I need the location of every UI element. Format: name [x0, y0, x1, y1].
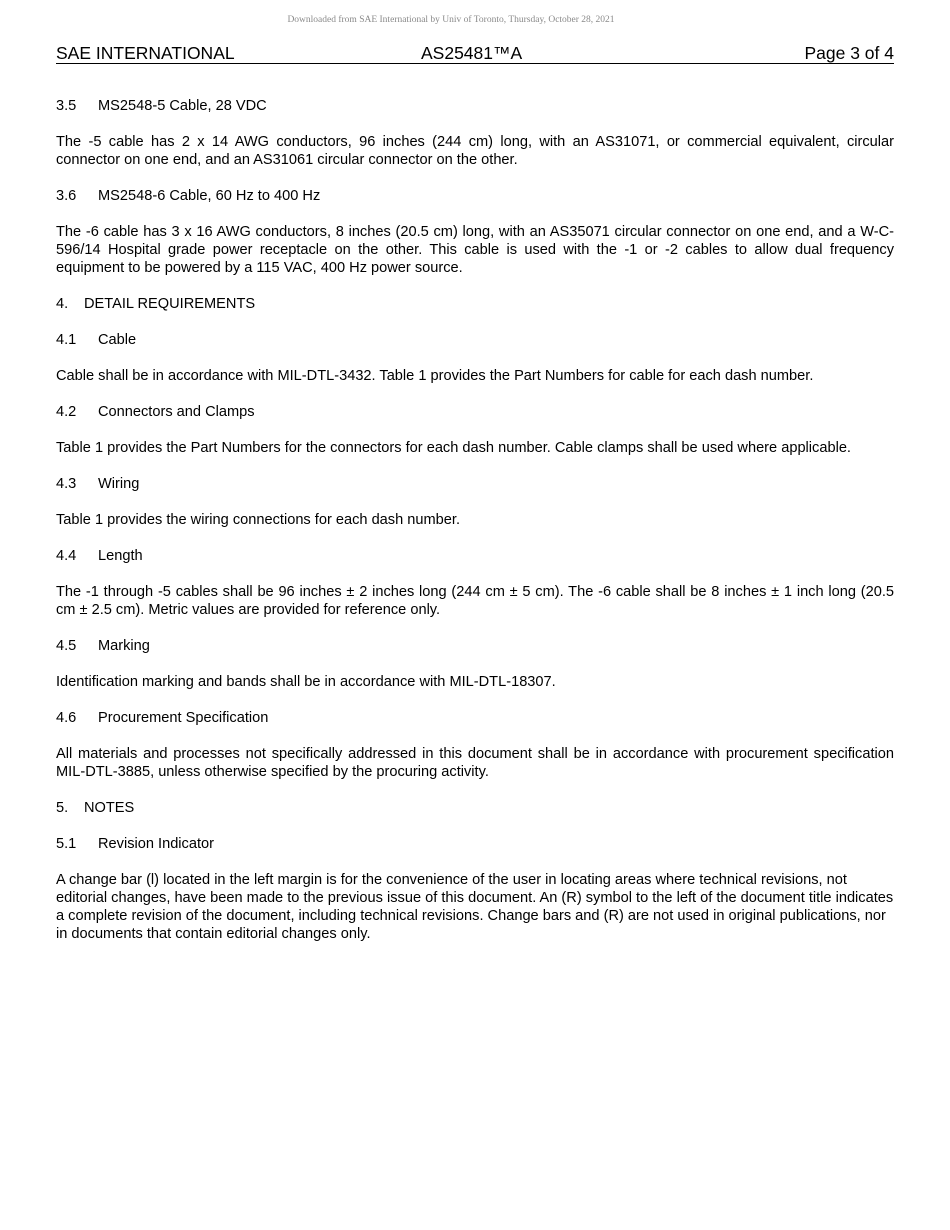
- paragraph-4-2: Table 1 provides the Part Numbers for the connectors for each dash number. Cable clamps shall be used where applicable.: [56, 440, 851, 456]
- section-number: 4.1: [56, 332, 77, 348]
- section-number: 3.5: [56, 98, 77, 114]
- section-heading-3-5: [56, 97, 894, 115]
- section-number: 3.6: [56, 188, 77, 204]
- section-number: 5.: [56, 800, 69, 816]
- section-number: 4.2: [56, 404, 77, 420]
- section-title: DETAIL REQUIREMENTS: [84, 296, 256, 312]
- paragraph-3-5: The -5 cable has 2 x 14 AWG conductors, 96 inches (244 cm) long, with an AS31071, or commercial equivalent, circular connector on one end, and an AS31061 circular connector on the other.: [56, 134, 894, 168]
- section-number: 4.5: [56, 638, 77, 654]
- section-heading-3-6: [56, 187, 894, 205]
- paragraph-4-5: Identification marking and bands shall be in accordance with MIL-DTL-18307.: [56, 674, 556, 690]
- section-heading-4: [56, 295, 894, 313]
- paragraph-5-1: A change bar (l) located in the left margin is for the convenience of the user in locating areas where technical revisions, not editorial changes, have been made to the previous issue of this document. An (R) symbol to the left of the document title indicates a complete revision of the document, including technical revisions. Change bars and (R) are not used in original publications, nor in documents that contain editorial changes only.: [56, 872, 894, 942]
- section-title: Length: [98, 548, 143, 564]
- document-body: [56, 97, 894, 961]
- section-title: MS2548-6 Cable, 60 Hz to 400 Hz: [98, 188, 321, 204]
- section-heading-4-3: [56, 475, 894, 493]
- section-number: 4.: [56, 296, 69, 312]
- section-heading-5-1: [56, 835, 894, 853]
- section-number: 5.1: [56, 836, 77, 852]
- header-organization: SAE INTERNATIONAL: [56, 43, 235, 63]
- header-page-number: Page 3 of 4: [804, 43, 894, 63]
- section-title: NOTES: [84, 800, 135, 816]
- section-title: Revision Indicator: [98, 836, 214, 852]
- section-title: MS2548-5 Cable, 28 VDC: [98, 98, 267, 114]
- section-heading-4-4: [56, 547, 894, 565]
- section-heading-4-1: [56, 331, 894, 349]
- header-document-id: AS25481™A: [421, 43, 523, 63]
- section-number: 4.4: [56, 548, 77, 564]
- section-heading-4-2: [56, 403, 894, 421]
- download-watermark: Downloaded from SAE International by Univ of Toronto, Thursday, October 28, 2021: [287, 15, 615, 25]
- section-title: Connectors and Clamps: [98, 404, 255, 420]
- section-heading-4-5: [56, 637, 894, 655]
- section-heading-5: [56, 799, 894, 817]
- page-header: [56, 43, 894, 64]
- paragraph-4-4: The -1 through -5 cables shall be 96 inches ± 2 inches long (244 cm ± 5 cm). The -6 cable shall be 8 inches ± 1 inch long (20.5 cm ± 2.5 cm). Metric values are provided for reference only.: [56, 584, 894, 618]
- section-number: 4.6: [56, 710, 77, 726]
- paragraph-4-1: Cable shall be in accordance with MIL-DTL-3432. Table 1 provides the Part Numbers for cable for each dash number.: [56, 368, 814, 384]
- paragraph-4-3: Table 1 provides the wiring connections for each dash number.: [56, 512, 460, 528]
- section-title: Marking: [98, 638, 150, 654]
- section-title: Cable: [98, 332, 137, 348]
- paragraph-4-6: All materials and processes not specifically addressed in this document shall be in accordance with procurement specification MIL-DTL-3885, unless otherwise specified by the procuring activity.: [56, 746, 894, 780]
- section-title: Procurement Specification: [98, 710, 269, 726]
- section-title: Wiring: [98, 476, 140, 492]
- section-heading-4-6: [56, 709, 894, 727]
- paragraph-3-6: The -6 cable has 3 x 16 AWG conductors, 8 inches (20.5 cm) long, with an AS35071 circular connector on one end, and a W-C-596/14 Hospital grade power receptacle on the other. This cable is used with the -1 or -2 cables to allow dual frequency equipment to be powered by a 115 VAC, 400 Hz power source.: [56, 224, 894, 276]
- section-number: 4.3: [56, 476, 77, 492]
